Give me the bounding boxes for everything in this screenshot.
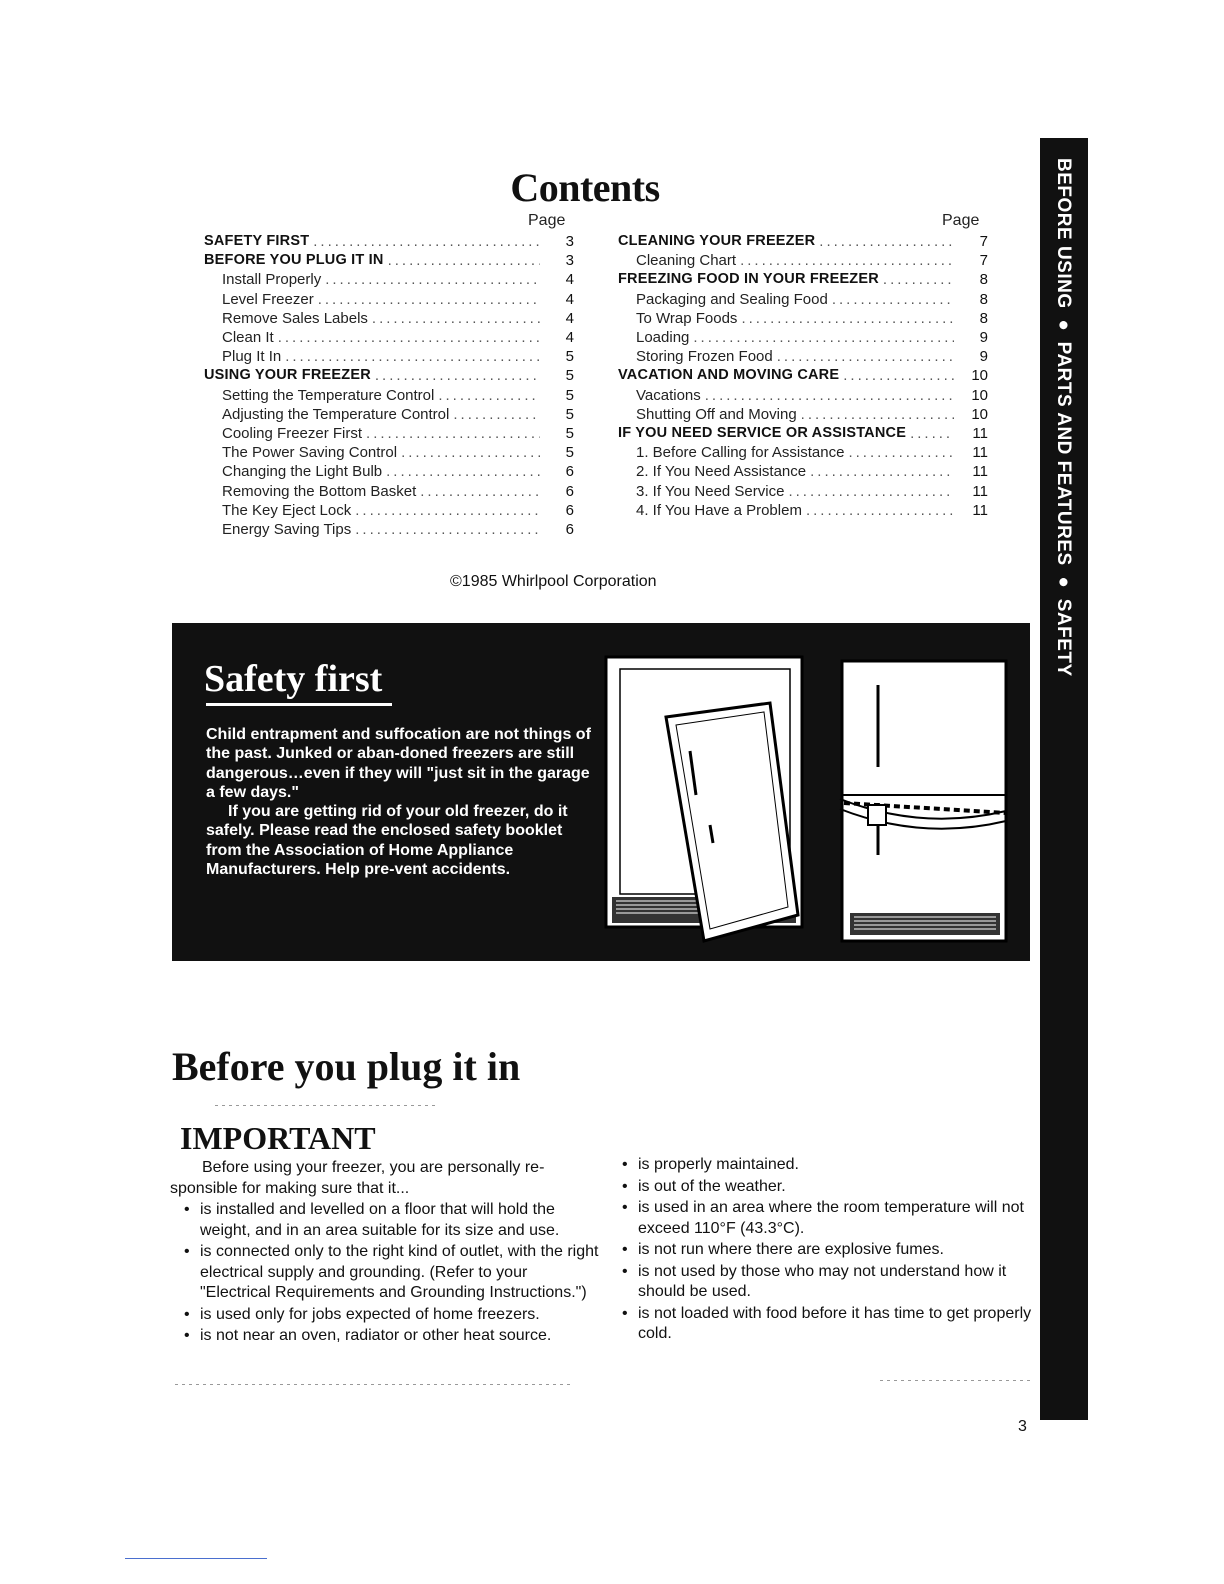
- toc-leader-dots: [701, 386, 954, 405]
- toc-label: Install Properly: [222, 271, 322, 289]
- requirements-left-list: [170, 1200, 602, 1347]
- requirement-item: • is installed and levelled on a floor that will hold the weight, and in an area suitable for its size and use.: [170, 1200, 602, 1241]
- toc-leader-dots: [879, 270, 954, 289]
- toc-row: [618, 270, 988, 289]
- toc-leader-dots: [384, 251, 540, 270]
- toc-page-number: 11: [972, 463, 988, 481]
- contents-title: Contents: [510, 165, 660, 210]
- toc-page-number: 9: [979, 329, 988, 346]
- toc-label: Vacations: [636, 386, 701, 404]
- toc-page-number: 4: [565, 309, 574, 327]
- scan-artifact-line: [175, 1384, 570, 1385]
- toc-leader-dots: [416, 482, 540, 501]
- toc-page-number: 5: [565, 386, 574, 404]
- toc-row: [222, 270, 574, 289]
- toc-label: Adjusting the Temperature Control: [222, 405, 450, 423]
- toc-page-number: 4: [565, 290, 574, 308]
- toc-leader-dots: [773, 347, 954, 366]
- toc-label: VACATION AND MOVING CARE: [618, 367, 840, 384]
- toc-label: IF YOU NEED SERVICE OR ASSISTANCE: [618, 425, 907, 441]
- toc-label: 4. If You Have a Problem: [636, 501, 802, 519]
- toc-page-number: 5: [565, 367, 574, 385]
- toc-row: [204, 251, 574, 270]
- requirement-item: • is out of the weather.: [608, 1177, 1032, 1198]
- important-heading: IMPORTANT: [180, 1120, 376, 1156]
- requirements-left-column: [170, 1200, 602, 1348]
- toc-page-number: 11: [972, 501, 988, 519]
- toc-leader-dots: [274, 328, 540, 347]
- toc-row: [618, 232, 988, 251]
- requirements-right-list: [608, 1155, 1032, 1345]
- toc-leader-dots: [806, 462, 954, 481]
- toc-leader-dots: [844, 443, 954, 462]
- toc-label: 3. If You Need Service: [636, 482, 785, 500]
- toc-row: [618, 366, 988, 385]
- toc-page-number: 3: [565, 233, 574, 250]
- toc-leader-dots: [689, 328, 954, 347]
- safety-title: Safety first: [204, 658, 383, 700]
- toc-row: [636, 462, 988, 481]
- toc-page-number: 6: [565, 521, 574, 538]
- toc-label: To Wrap Foods: [636, 309, 738, 327]
- toc-page-number: 11: [972, 425, 988, 442]
- toc-leader-dots: [449, 405, 540, 424]
- footnote-rule: [125, 1558, 267, 1559]
- section-side-tab: [1040, 138, 1088, 1420]
- before-you-plug-it-in-title: Before you plug it in: [172, 1044, 521, 1089]
- toc-row: [636, 405, 988, 424]
- contents-right-page-header: Page: [942, 212, 980, 229]
- toc-leader-dots: [906, 424, 954, 443]
- toc-label: Setting the Temperature Control: [222, 386, 435, 404]
- toc-leader-dots: [351, 501, 540, 520]
- toc-label: Cooling Freezer First: [222, 425, 363, 442]
- requirement-item: • is used only for jobs expected of home freezers.: [170, 1305, 602, 1326]
- toc-row: [618, 424, 988, 443]
- toc-label: Level Freezer: [222, 290, 314, 308]
- toc-leader-dots: [314, 290, 540, 309]
- safety-title-underline: [206, 703, 392, 706]
- toc-leader-dots: [321, 270, 540, 289]
- toc-row: [222, 482, 574, 501]
- toc-page-number: 7: [979, 233, 988, 250]
- important-intro: Before using your freezer, you are personally re-sponsible for making sure that it...: [170, 1159, 545, 1197]
- toc-page-number: 5: [565, 444, 574, 462]
- toc-leader-dots: [815, 232, 954, 251]
- toc-leader-dots: [802, 501, 954, 520]
- toc-row: [222, 386, 574, 405]
- toc-label: 1. Before Calling for Assistance: [636, 444, 845, 462]
- safety-first-panel: [172, 623, 1030, 961]
- requirement-item: • is not loaded with food before it has time to get properly cold.: [608, 1304, 1032, 1345]
- toc-leader-dots: [784, 482, 954, 501]
- toc-label: SAFETY FIRST: [204, 233, 310, 249]
- toc-row: [222, 309, 574, 328]
- toc-label: The Key Eject Lock: [222, 501, 352, 519]
- toc-leader-dots: [397, 443, 540, 462]
- requirement-item: • is not used by those who may not understand how it should be used.: [608, 1262, 1032, 1303]
- toc-leader-dots: [797, 405, 954, 424]
- toc-row: [222, 347, 574, 366]
- toc-label: BEFORE YOU PLUG IT IN: [204, 252, 384, 269]
- toc-leader-dots: [737, 309, 954, 328]
- toc-label: USING YOUR FREEZER: [204, 367, 371, 384]
- toc-page-number: 10: [971, 405, 988, 423]
- toc-page-number: 5: [565, 348, 574, 366]
- requirements-right-column: [608, 1155, 1032, 1346]
- toc-label: Packaging and Sealing Food: [636, 290, 828, 308]
- toc-label: Removing the Bottom Basket: [222, 482, 417, 500]
- contents-left-page-header: Page: [528, 212, 566, 229]
- toc-page-number: 4: [565, 271, 574, 289]
- toc-row: [222, 520, 574, 539]
- toc-row: [636, 482, 988, 501]
- toc-leader-dots: [368, 309, 540, 328]
- toc-page-number: 8: [979, 271, 988, 289]
- toc-page-number: 11: [972, 444, 988, 462]
- toc-page-number: 4: [565, 329, 574, 346]
- toc-row: [204, 366, 574, 385]
- toc-page-number: 5: [565, 405, 574, 423]
- toc-page-number: 8: [979, 290, 988, 308]
- toc-page-number: 6: [565, 463, 574, 481]
- toc-label: Clean It: [222, 329, 274, 346]
- side-tab-label: BEFORE USING ● PARTS AND FEATURES ● SAFETY: [1053, 158, 1074, 677]
- toc-row: [222, 501, 574, 520]
- toc-label: Plug It In: [222, 348, 282, 366]
- page-number: 3: [1018, 1418, 1027, 1435]
- toc-label: CLEANING YOUR FREEZER: [618, 233, 816, 249]
- toc-label: Changing the Light Bulb: [222, 463, 383, 481]
- scan-artifact-line: [215, 1105, 435, 1106]
- toc-leader-dots: [281, 347, 540, 366]
- toc-label: Remove Sales Labels: [222, 309, 368, 327]
- toc-leader-dots: [309, 232, 540, 251]
- side-tab-label-wrap: [1040, 138, 1088, 677]
- toc-label: Energy Saving Tips: [222, 521, 352, 538]
- toc-leader-dots: [736, 251, 954, 270]
- toc-page-number: 3: [565, 252, 574, 270]
- toc-leader-dots: [362, 424, 540, 443]
- toc-label: Loading: [636, 329, 690, 346]
- toc-row: [636, 443, 988, 462]
- toc-row: [222, 443, 574, 462]
- requirement-item: • is not run where there are explosive fumes.: [608, 1240, 1032, 1261]
- toc-leader-dots: [371, 366, 540, 385]
- toc-row: [636, 386, 988, 405]
- toc-label: The Power Saving Control: [222, 444, 398, 462]
- scan-artifact-line: [880, 1380, 1030, 1381]
- toc-leader-dots: [382, 462, 540, 481]
- safety-paragraph-2: If you are getting rid of your old freezer, do it safely. Please read the enclosed safety booklet from the Association of Home Appliance Manufacturers. Help pre-vent accidents.: [206, 803, 568, 879]
- toc-row: [636, 347, 988, 366]
- toc-row: [222, 290, 574, 309]
- safety-paragraph-1: Child entrapment and suffocation are not things of the past. Junked or aban-doned freezers are still dangerous…even if they will "just sit in the garage a few days.": [206, 726, 591, 801]
- requirement-item: • is connected only to the right kind of outlet, with the right electrical supply and grounding. (Refer to your "Electrical Requirements and Grounding Instructions."): [170, 1242, 602, 1304]
- toc-page-number: 8: [979, 309, 988, 327]
- toc-leader-dots: [434, 386, 540, 405]
- toc-label: Storing Frozen Food: [636, 348, 773, 366]
- safety-body: [206, 725, 596, 879]
- toc-page-number: 7: [979, 252, 988, 270]
- toc-row: [222, 424, 574, 443]
- toc-page-number: 6: [565, 501, 574, 519]
- toc-label: FREEZING FOOD IN YOUR FREEZER: [618, 271, 879, 288]
- toc-row: [222, 328, 574, 347]
- toc-page-number: 5: [565, 425, 574, 442]
- toc-leader-dots: [351, 520, 540, 539]
- requirement-item: • is used in an area where the room temperature will not exceed 110°F (43.3°C).: [608, 1198, 1032, 1239]
- toc-row: [636, 251, 988, 270]
- toc-label: Shutting Off and Moving: [636, 405, 797, 423]
- toc-row: [222, 405, 574, 424]
- toc-row: [636, 309, 988, 328]
- requirement-item: • is properly maintained.: [608, 1155, 1032, 1176]
- toc-row: [636, 328, 988, 347]
- toc-label: 2. If You Need Assistance: [636, 463, 807, 481]
- toc-row: [222, 462, 574, 481]
- toc-row: [204, 232, 574, 251]
- copyright: ©1985 Whirlpool Corporation: [450, 573, 657, 590]
- abandoned-freezers-illustration: [592, 645, 1012, 945]
- toc-row: [636, 290, 988, 309]
- requirement-item: • is not near an oven, radiator or other heat source.: [170, 1326, 602, 1347]
- toc-leader-dots: [839, 366, 954, 385]
- toc-label: Cleaning Chart: [636, 252, 737, 270]
- toc-page-number: 10: [971, 367, 988, 385]
- toc-leader-dots: [828, 290, 954, 309]
- toc-row: [636, 501, 988, 520]
- toc-page-number: 6: [565, 482, 574, 500]
- toc-page-number: 11: [972, 482, 988, 500]
- toc-page-number: 10: [971, 386, 988, 404]
- toc-page-number: 9: [979, 348, 988, 366]
